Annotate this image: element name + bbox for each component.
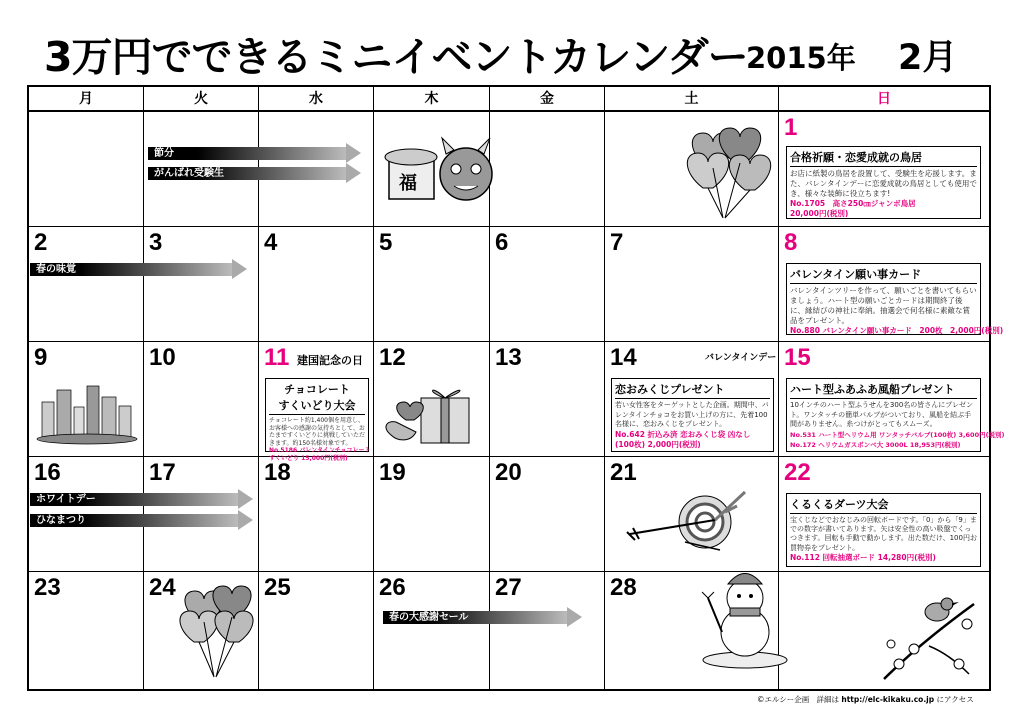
event-card-price: No.1705 高さ250㎝ジャンボ鳥居 — [790, 199, 916, 208]
title-month: 2月 — [898, 38, 958, 78]
day-number: 3 — [149, 229, 163, 256]
event-card-price: (100枚) 2,000円(税別) — [615, 439, 701, 449]
day-number: 26 — [379, 574, 406, 601]
event-card-title: 恋おみくじプレゼント — [615, 381, 770, 399]
event-arrow-label: 春の大感謝セール — [389, 612, 469, 623]
event-arrow-label: がんばれ受験生 — [154, 168, 224, 179]
event-card-price: No.172 ヘリウムガスボンベ大 3000L 18,953円(税別) — [790, 440, 961, 449]
event-card-price: No.642 折込み済 恋おみくじ袋 凶なし — [615, 429, 751, 439]
calendar-cell-empty — [29, 112, 144, 227]
day-number: 1 — [784, 114, 798, 141]
plum-blossom-bird-illustration — [879, 584, 979, 684]
event-card-title: くるくるダーツ大会 — [790, 496, 977, 514]
day-number: 9 — [34, 344, 48, 371]
day-number: 14 — [610, 344, 637, 371]
day-number: 19 — [379, 459, 406, 486]
calendar-cell-empty — [374, 112, 490, 227]
event-arrow-label: 春の味覚 — [36, 264, 76, 275]
event-card-title: 合格祈願・恋愛成就の鳥居 — [790, 149, 977, 167]
calendar-cell-day-7 — [605, 227, 779, 342]
calendar-cell-day-24 — [144, 572, 259, 689]
event-card-wish-card — [786, 263, 1004, 335]
event-card-body: バレンタインツリーを作って、願いごとを書いてもらいましょう。ハート型の願いごとカードは期間終了後に、縁結びの神社に奉納。抽選会で何名様に素敵な賞品をプレゼント。 — [790, 286, 977, 325]
calendar-cell-day-26 — [374, 572, 490, 689]
holiday-label: 建国記念の日 — [297, 354, 363, 367]
calendar-cell-day-27 — [490, 572, 605, 689]
calendar-cell-empty — [779, 572, 989, 689]
event-card-body: チョコレート約1,400個を用意し、お客様への感謝の気持ちとして、おたまですくいどりに挑戦していただきます。約150名様対象です。 — [269, 417, 366, 447]
event-card-darts — [786, 493, 981, 567]
event-card-body: 若い女性客をターゲットとした企画。期間中、バレンタインチョコをお買い上げの方に、先着100名様に、恋おみくじをプレゼント。 — [615, 401, 769, 428]
calendar-cell-day-18 — [259, 454, 374, 572]
event-card-body: 宝くじなどでおなじみの回転ボードです。「0」から「9」までの数字が書いてあります。矢は安全性の高い吸盤でくっつきます。回転も手動で動かします。出た数だけ、100円お買物券をプレゼント。 — [790, 516, 977, 552]
title-year: 2015年 — [746, 41, 856, 75]
calendar-cell-day-12 — [374, 342, 490, 457]
footer-copyright: ©エルシー企画 — [757, 695, 810, 704]
footer-detail: 詳細は — [816, 695, 839, 704]
weekday-header-tue: 火 — [144, 87, 259, 112]
dart-target-illustration — [625, 482, 745, 562]
weekday-header-mon: 月 — [29, 87, 144, 112]
event-arrow-label: ホワイトデー — [36, 494, 96, 505]
calendar-cell-day-3 — [144, 227, 259, 342]
weekday-header-wed: 水 — [259, 87, 374, 112]
event-card-body: 10インチのハート型ふうせんを300名の皆さんにプレゼント。ワンタッチの簡単バルブがついており、風船を結ぶ手間がありません。糸つけがとってもスムーズ。 — [790, 401, 973, 428]
holiday-label: バレンタインデー — [705, 353, 777, 363]
event-arrow-label: 節分 — [154, 148, 174, 159]
calendar-cell-day-13 — [490, 342, 605, 457]
oni-mask-illustration — [384, 124, 494, 224]
event-card-title: バレンタイン願い事カード — [790, 266, 977, 284]
page-title: 3万円でできるミニイベントカレンダー — [44, 33, 748, 81]
event-card-price: No.112 回転抽選ボード 14,280円(税別) — [790, 552, 936, 562]
day-number: 27 — [495, 574, 522, 601]
calendar-cell-day-28 — [605, 572, 779, 689]
calendar-cell-day-25 — [259, 572, 374, 689]
day-number: 21 — [610, 459, 637, 486]
event-card-body: お店に紙製の鳥居を設置して、受験生を応援します。また、バレンタインデーに恋愛成就の鳥居としても使用でき、様々な装飾に役立ちます! — [790, 169, 977, 198]
day-number: 25 — [264, 574, 291, 601]
event-card-chocolate-scoop — [265, 378, 371, 462]
calendar-cell-day-8 — [779, 227, 1004, 342]
day-number: 13 — [495, 344, 522, 371]
event-card-torii — [786, 146, 981, 219]
event-arrow-label: ひなまつり — [36, 515, 86, 526]
weekday-header-fri: 金 — [490, 87, 605, 112]
day-number: 11 — [264, 344, 290, 371]
day-number: 18 — [264, 459, 291, 486]
day-number: 28 — [610, 574, 637, 601]
day-number: 22 — [784, 459, 811, 486]
calendar-cell-day-1 — [779, 112, 989, 227]
day-number: 12 — [379, 344, 406, 371]
calendar-cell-day-19 — [374, 457, 490, 572]
event-card-price: No.880 バレンタイン願い事カード 200枚 2,000円(税別) — [790, 326, 1004, 335]
calendar-cell-day-2 — [29, 227, 144, 342]
heart-balloons-illustration — [673, 118, 783, 223]
heart-balloons-illustration — [169, 577, 269, 682]
event-card-price: 20,000円(税別) — [790, 209, 849, 218]
day-number: 10 — [149, 344, 176, 371]
calendar-cell-day-4 — [259, 227, 374, 342]
day-number: 17 — [149, 459, 176, 486]
weekday-header-sat: 土 — [605, 87, 779, 112]
event-card-love-omikuji — [611, 378, 774, 452]
calendar-cell-day-5 — [374, 227, 490, 342]
weekday-header-sun: 日 — [779, 87, 989, 112]
calendar-cell-day-22 — [779, 457, 989, 572]
calendar-cell-day-20 — [490, 457, 605, 572]
calendar-cell-day-15 — [779, 342, 1005, 457]
day-number: 5 — [379, 229, 393, 256]
day-number: 24 — [149, 574, 176, 601]
footer-access: にアクセス — [936, 695, 974, 704]
calendar-cell-day-14 — [605, 342, 779, 457]
event-card-title: チョコレート すくいどり大会 — [269, 381, 365, 415]
day-number: 23 — [34, 574, 61, 601]
day-number: 6 — [495, 229, 509, 256]
calendar-cell-day-11 — [259, 342, 374, 462]
event-card-heart-balloon — [786, 378, 1005, 452]
day-number: 4 — [264, 229, 278, 256]
day-number: 2 — [34, 229, 48, 256]
gift-box-illustration — [386, 380, 476, 450]
day-number: 16 — [34, 459, 61, 486]
footer — [757, 694, 974, 705]
event-card-title: ハート型ふあふあ風船プレゼント — [790, 381, 977, 399]
calendar-cell-day-10 — [144, 342, 259, 457]
event-card-price: すくいどり 15,000円(税別) — [269, 454, 348, 462]
svg-text:福: 福 — [399, 173, 417, 194]
snowman-illustration — [700, 558, 790, 670]
footer-url[interactable]: http://elc-kikaku.co.jp — [841, 695, 935, 704]
weekday-header-thu: 木 — [374, 87, 490, 112]
calendar-cell-empty — [490, 112, 605, 227]
event-card-price: No.531 ハート型ヘリウム用 ワンタッチバルブ(100枚) 3,600円(税別) — [790, 430, 1005, 439]
day-number: 7 — [610, 229, 624, 256]
day-number: 15 — [784, 344, 811, 371]
day-number: 20 — [495, 459, 522, 486]
calendar-cell-day-23 — [29, 572, 144, 689]
calendar-cell-day-21 — [605, 457, 779, 572]
calendar-cell-empty — [605, 112, 779, 227]
calendar-cell-day-9 — [29, 342, 144, 457]
calendar-cell-day-6 — [490, 227, 605, 342]
event-card-price: No.5186 バレンタインチョコレート — [269, 447, 371, 454]
day-number: 8 — [784, 229, 798, 256]
cityscape-illustration — [37, 382, 137, 442]
